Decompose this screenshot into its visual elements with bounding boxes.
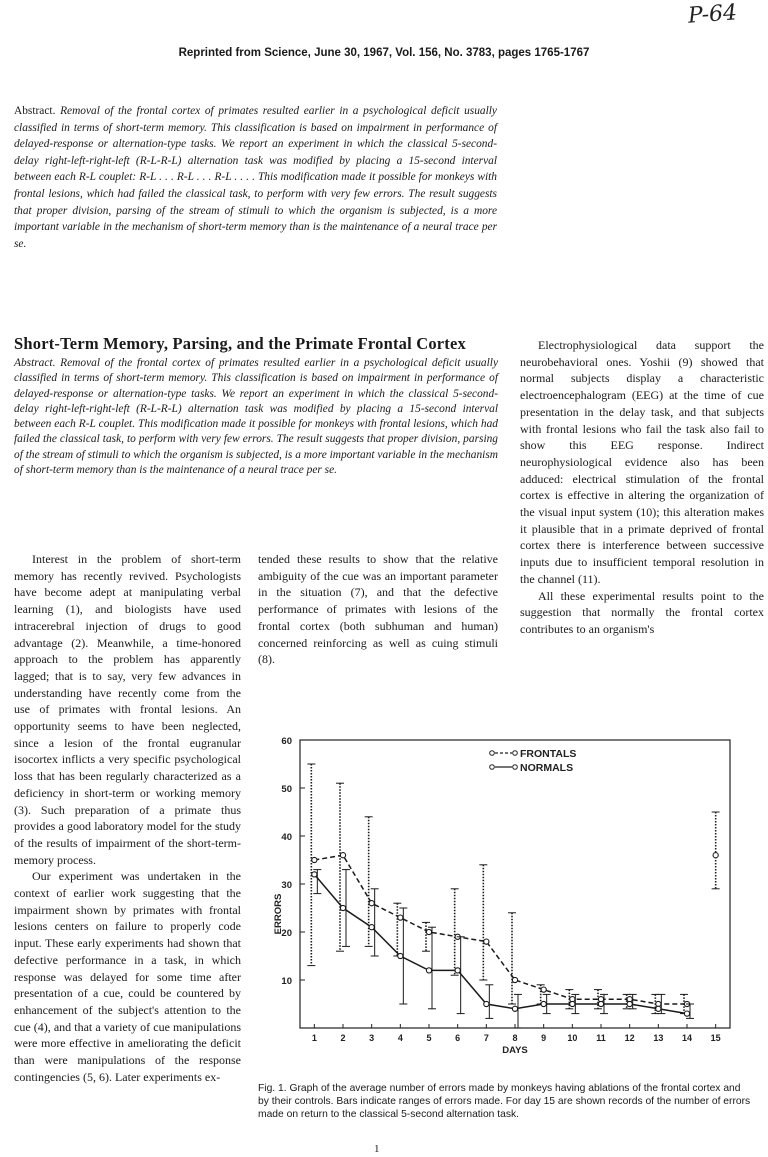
normals-point-8 [512, 1006, 517, 1011]
x-tick-label-7: 7 [483, 1033, 489, 1043]
y-axis-label: ERRORS [273, 893, 284, 935]
frontals-point-2 [340, 853, 345, 858]
legend-label-normals: NORMALS [520, 762, 574, 774]
x-tick-label-13: 13 [653, 1033, 664, 1043]
legend-marker-end-normals [513, 765, 518, 770]
normals-point-2 [340, 905, 345, 910]
y-tick-label-50: 50 [281, 784, 292, 795]
legend-marker-end-frontals [513, 751, 518, 756]
col1-paragraph-1: Interest in the problem of short-term memory has recently revived. Psychologists have become adept at manipulating verbal learning (1), and biologists have used intracerebral injection of drugs to good advantage (2). Meanwhile, a time-honored approach to the problem has apparently lagged; that is to say, very few advances in understanding have recently come from the use of primates with frontal lesions. An opportunity seems to have been neglected, since a lesion of the frontal eugranular isocortex inflicts a very specific psychological loss that has been regularly characterized as a deficiency in short-term or working memory (3). Such preparation of a primate thus provides a good laboratory model for the study of the results of impairment of the short-term-memory process. [14, 552, 241, 867]
reprint-header: Reprinted from Science, June 30, 1967, Vol. 156, No. 3783, pages 1765-1767 [178, 47, 590, 59]
abstract-text: Removal of the frontal cortex of primates resulted earlier in a psychological deficit usually classified in terms of short-term memory. This classification is based on impairment in performance of delayed-response or alternation-type tasks. We report an experiment in which the classical 5-second-delay right-left-right-left (R-L-R-L) alternation task was modified by placing a 15-second interval between each R-L couplet: R-L . . . R-L . . . R-L . . . . This modification made it possible for monkeys with frontal lesions, which had failed the classical task, to perform with very few errors. The result suggests that proper division, parsing of the stream of stimuli to which the organism is subjected, is a more important variable in the mechanism of short-term memory than is the maintenance of a neural trace per se. [14, 105, 497, 250]
x-tick-label-10: 10 [567, 1033, 578, 1043]
legend-label-frontals: FRONTALS [520, 748, 577, 760]
col1-paragraph-2: Our experiment was undertaken in the context of earlier work suggesting that the impairment shown by primates with frontal lesions centers on failure to properly code input. These early experiments had shown that defective performance in a task, in which response was delayed for some time after presentation of a cue, could be countered by enhancement of the subject's attention to the cue (4), and that a variety of cue manipulations were more effective in ameliorating the deficit than were manipulations of the response contingencies (5, 6). Later experiments ex- [14, 869, 241, 1084]
legend-marker-start-normals [490, 765, 495, 770]
x-tick-label-3: 3 [369, 1033, 375, 1043]
x-tick-label-1: 1 [311, 1033, 317, 1043]
normals-point-6 [455, 968, 460, 973]
y-tick-label-10: 10 [281, 976, 292, 987]
frontals-point-5 [426, 929, 431, 934]
normals-point-1 [312, 872, 317, 877]
x-tick-label-5: 5 [426, 1033, 432, 1043]
handwritten-page-mark: P-64 [687, 0, 738, 29]
col3-paragraph-2: All these experimental results point to the suggestion that normally the frontal cortex contributes to an organism's [520, 588, 764, 636]
normals-series-line [314, 874, 687, 1013]
normals-point-4 [398, 953, 403, 958]
normals-point-3 [369, 925, 374, 930]
article-abstract: Abstract. Removal of the frontal cortex of primates resulted earlier in a psychological deficit usually classified in terms of short-term memory. This classification is based on impairment in performance of delayed-response or alternation-type tasks. We report an experiment in which the classical 5-second-delay right-left-right-left (R-L-R-L) alternation task was modified by placing a 15-second interval between each R-L couplet. This modification made it possible for monkeys with frontal lesions, which had failed the classical task, to perform with very few errors. The result suggests that proper division, parsing of the stream of stimuli to which the organism is subjected, is a more important variable in the mechanism of short-term memory than is the maintenance of a neural trace per se. [14, 357, 498, 477]
day15-frontals-point [713, 853, 718, 858]
abstract-block [14, 103, 497, 252]
legend-marker-start-frontals [490, 751, 495, 756]
y-tick-label-40: 40 [281, 832, 292, 843]
frontals-point-3 [369, 901, 374, 906]
y-tick-label-20: 20 [281, 928, 292, 939]
figure-caption: Fig. 1. Graph of the average number of errors made by monkeys having ablations of the frontal cortex and by their controls. Bars indicate ranges of errors made. For day 15 are shown records of the number of errors made on return to the classical 5-second alternation task. [258, 1083, 751, 1121]
text-column-1 [14, 551, 241, 1086]
x-tick-label-11: 11 [596, 1033, 606, 1043]
x-tick-label-6: 6 [455, 1033, 461, 1043]
errors-chart-svg [270, 736, 758, 1056]
col3-paragraph-1: Electrophysiological data support the neurobehavioral ones. Yoshii (9) showed that normal subjects display a characteristic electroencephalogram (EEG) at the time of cue presentation in the delay task, and that subjects with frontal lesions who fail the task also fail to show this EEG response. Indirect neurophysiological evidence also has been adduced: electrical stimulation of the frontal cortex is effective in altering the organization of the visual input system (10); this alteration makes it plausible that in a primate deprived of frontal cortex there is interference between successive inputs due to insufficient temporal resolution in the channel (11). [520, 338, 764, 586]
frontals-point-7 [484, 939, 489, 944]
normals-point-5 [426, 968, 431, 973]
normals-point-9 [541, 1001, 546, 1006]
x-tick-label-2: 2 [340, 1033, 346, 1043]
normals-point-14 [684, 1011, 689, 1016]
page-number: 1 [374, 1143, 380, 1155]
x-tick-label-8: 8 [512, 1033, 518, 1043]
x-tick-label-9: 9 [541, 1033, 547, 1043]
x-axis-label: DAYS [502, 1045, 528, 1056]
frontals-point-8 [512, 977, 517, 982]
frontals-point-1 [312, 857, 317, 862]
article-title: Short-Term Memory, Parsing, and the Primate Frontal Cortex [14, 334, 466, 353]
normals-point-11 [598, 1001, 603, 1006]
x-tick-label-12: 12 [624, 1033, 635, 1043]
normals-point-12 [627, 1001, 632, 1006]
y-tick-label-30: 30 [281, 880, 292, 891]
figure-1-chart [270, 736, 758, 1056]
abstract-lead: Abstract. [14, 105, 56, 117]
normals-point-7 [484, 1001, 489, 1006]
plot-frame [300, 740, 730, 1028]
col2-paragraph-1: tended these results to show that the relative ambiguity of the cue was an important parameter in the situation (7), and that the defective performance of primates with lesions of the frontal cortex (both subhuman and human) concerned reinforcing as well as cuing stimuli (8). [258, 552, 498, 667]
normals-point-10 [570, 1001, 575, 1006]
normals-point-13 [656, 1006, 661, 1011]
text-column-2 [258, 551, 498, 668]
x-tick-label-14: 14 [681, 1033, 693, 1043]
frontals-point-4 [398, 915, 403, 920]
text-column-3 [520, 337, 764, 638]
x-tick-label-15: 15 [710, 1033, 721, 1043]
frontals-point-9 [541, 987, 546, 992]
y-tick-label-60: 60 [281, 736, 292, 747]
x-tick-label-4: 4 [397, 1033, 403, 1043]
